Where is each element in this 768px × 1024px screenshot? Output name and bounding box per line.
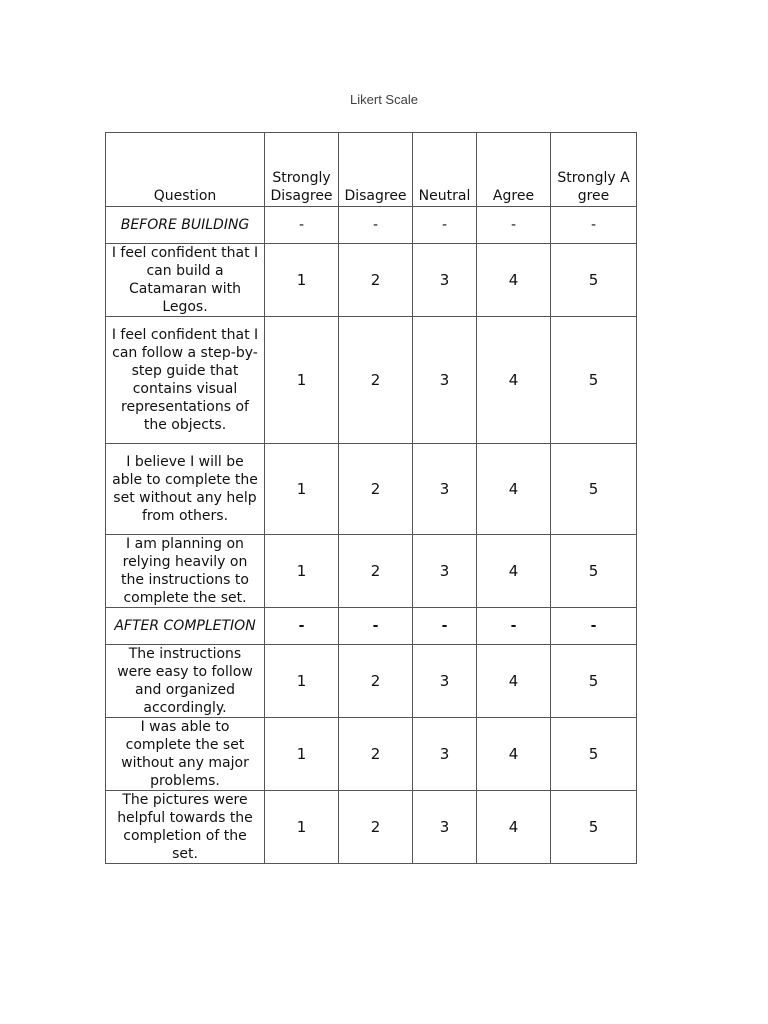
score-strongly-agree: 5 [551,718,637,791]
question-text: The instructions were easy to follow and organized accordingly. [106,645,265,718]
score-neutral: 3 [413,535,477,608]
score-neutral: 3 [413,244,477,317]
question-row [106,317,637,444]
section-dash: - [413,608,477,645]
score-strongly-agree: 5 [551,535,637,608]
score-disagree: 2 [339,244,413,317]
question-row [106,645,637,718]
score-strongly-disagree: 1 [265,244,339,317]
question-row [106,244,637,317]
question-text: I am planning on relying heavily on the instructions to complete the set. [106,535,265,608]
question-text: I was able to complete the set without any major problems. [106,718,265,791]
header-disagree: Disagree [339,133,413,207]
header-neutral: Neutral [413,133,477,207]
score-agree: 4 [477,791,551,864]
score-strongly-disagree: 1 [265,535,339,608]
section-row-after-completion [106,608,637,645]
header-row [106,133,637,207]
question-text: The pictures were helpful towards the completion of the set. [106,791,265,864]
score-strongly-agree: 5 [551,444,637,535]
score-strongly-disagree: 1 [265,791,339,864]
score-strongly-agree: 5 [551,791,637,864]
score-disagree: 2 [339,317,413,444]
question-row [106,444,637,535]
section-dash: - [339,207,413,244]
score-strongly-agree: 5 [551,645,637,718]
score-agree: 4 [477,645,551,718]
score-neutral: 3 [413,645,477,718]
score-disagree: 2 [339,535,413,608]
score-disagree: 2 [339,444,413,535]
likert-table [105,132,637,864]
header-agree: Agree [477,133,551,207]
section-dash: - [413,207,477,244]
score-strongly-disagree: 1 [265,317,339,444]
score-neutral: 3 [413,791,477,864]
score-disagree: 2 [339,645,413,718]
score-agree: 4 [477,317,551,444]
score-disagree: 2 [339,791,413,864]
score-strongly-disagree: 1 [265,645,339,718]
section-row-before-building [106,207,637,244]
section-dash: - [265,608,339,645]
page-title: Likert Scale [350,92,418,107]
score-strongly-agree: 5 [551,244,637,317]
question-text: I feel confident that I can build a Catamaran with Legos. [106,244,265,317]
score-neutral: 3 [413,317,477,444]
header-strongly-disagree: Strongly Disagree [265,133,339,207]
score-neutral: 3 [413,444,477,535]
score-agree: 4 [477,535,551,608]
section-label: AFTER COMPLETION [106,608,265,645]
section-dash: - [551,207,637,244]
section-dash: - [265,207,339,244]
question-row [106,718,637,791]
score-disagree: 2 [339,718,413,791]
header-strongly-agree: Strongly Agree [551,133,637,207]
question-row [106,791,637,864]
score-agree: 4 [477,444,551,535]
question-row [106,535,637,608]
score-strongly-agree: 5 [551,317,637,444]
score-agree: 4 [477,718,551,791]
score-neutral: 3 [413,718,477,791]
header-question: Question [106,133,265,207]
section-dash: - [477,207,551,244]
section-dash: - [551,608,637,645]
score-strongly-disagree: 1 [265,444,339,535]
section-dash: - [477,608,551,645]
question-text: I feel confident that I can follow a step-by-step guide that contains visual representations of the objects. [106,317,265,444]
score-agree: 4 [477,244,551,317]
score-strongly-disagree: 1 [265,718,339,791]
section-label: BEFORE BUILDING [106,207,265,244]
question-text: I believe I will be able to complete the set without any help from others. [106,444,265,535]
section-dash: - [339,608,413,645]
